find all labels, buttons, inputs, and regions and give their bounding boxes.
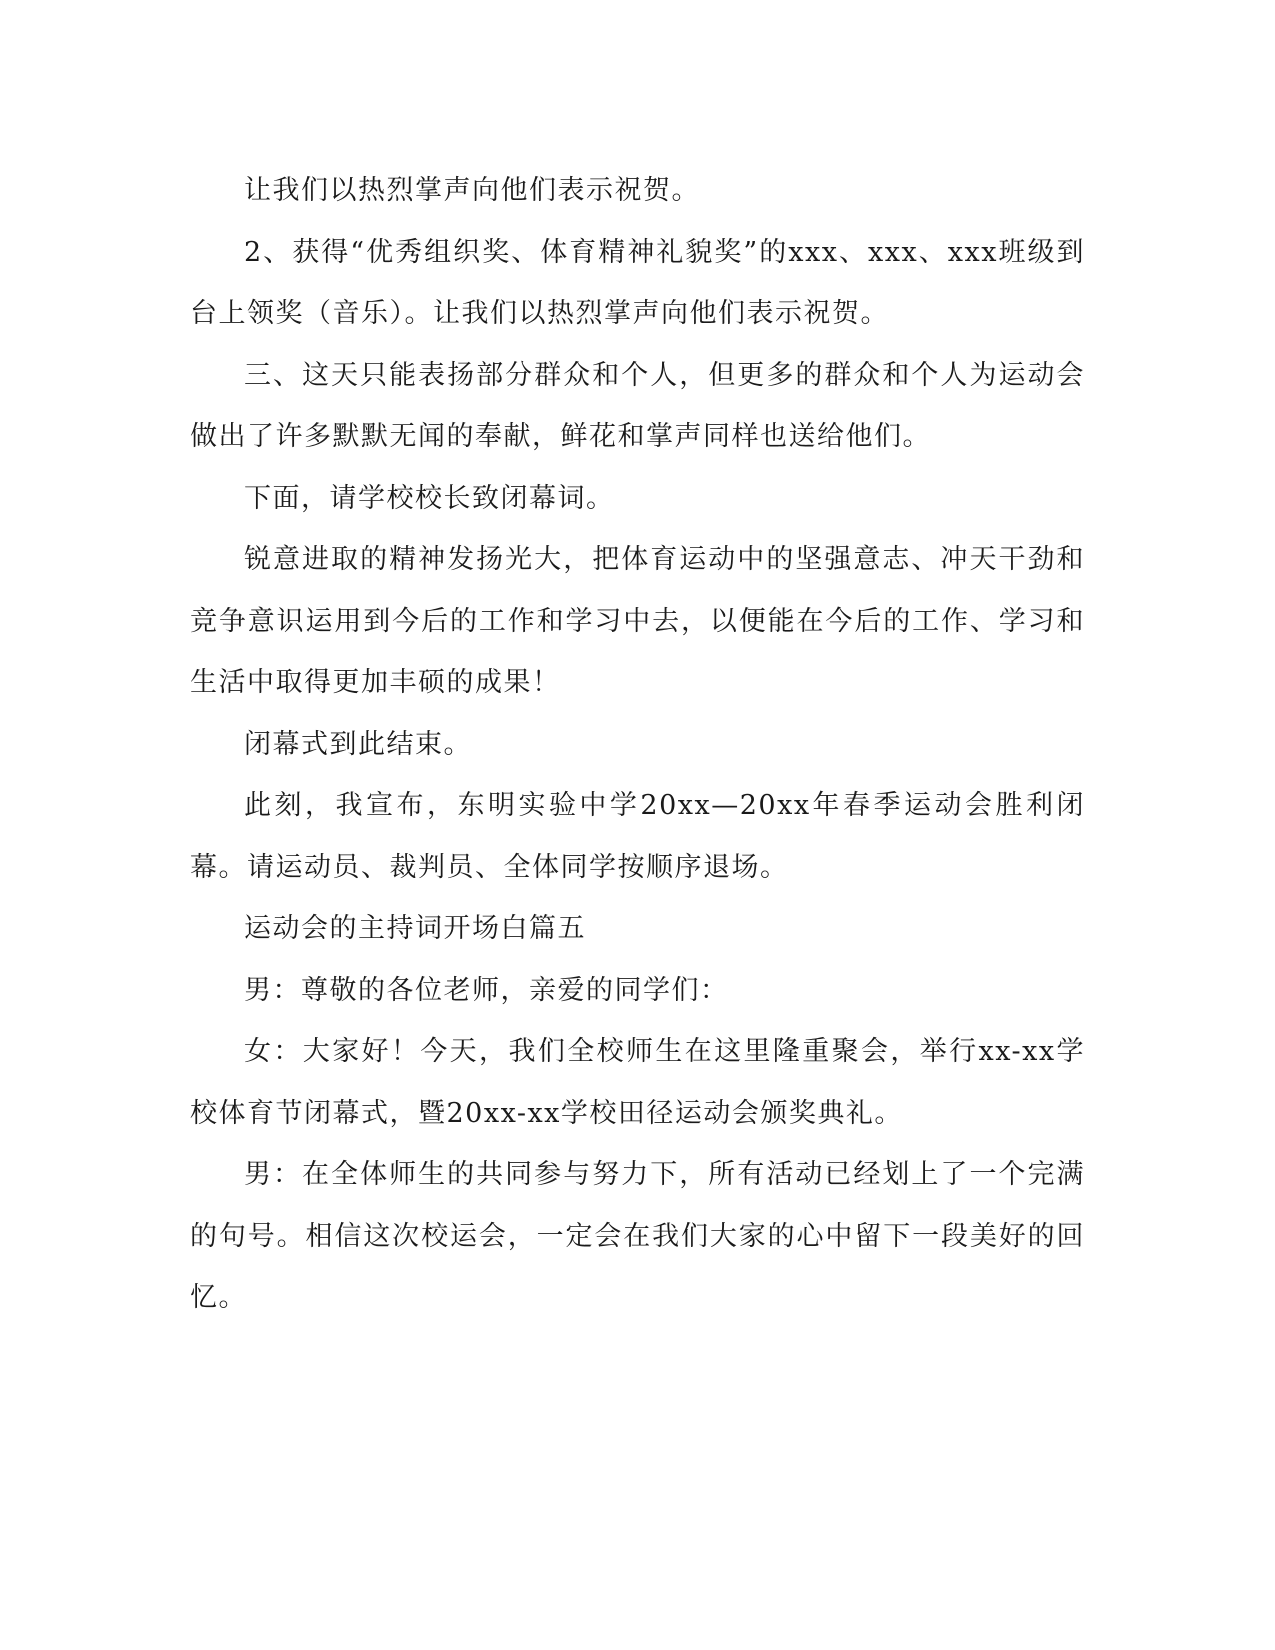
paragraph-praise-groups: 三、这天只能表扬部分群众和个人，但更多的群众和个人为运动会做出了许多默默无闻的奉献，鲜花和掌声同样也送给他们。 bbox=[190, 359, 1085, 452]
paragraph-male-closing: 男：在全体师生的共同参与努力下，所有活动已经划上了一个完满的句号。相信这次校运会，一定会在我们大家的心中留下一段美好的回忆。 bbox=[190, 1159, 1085, 1313]
paragraph-award-organization: 2、获得“优秀组织奖、体育精神礼貌奖”的xxx、xxx、xxx班级到台上领奖（音乐）。让我们以热烈掌声向他们表示祝贺。 bbox=[190, 236, 1085, 329]
paragraph-male-greeting: 男：尊敬的各位老师，亲爱的同学们： bbox=[244, 974, 729, 1006]
paragraph-ceremony-end: 闭幕式到此结束。 bbox=[244, 728, 472, 760]
document-body bbox=[190, 160, 1085, 1329]
paragraph-female-greeting: 女：大家好！今天，我们全校师生在这里隆重聚会，举行xx-xx学校体育节闭幕式，暨20xx-xx学校田径运动会颁奖典礼。 bbox=[190, 1036, 1085, 1129]
paragraph-principal-speech: 下面，请学校校长致闭幕词。 bbox=[244, 482, 615, 514]
paragraph-announce-closing: 此刻，我宣布，东明实验中学20xx—20xx年春季运动会胜利闭幕。请运动员、裁判员、全体同学按顺序退场。 bbox=[190, 790, 1085, 883]
section-heading: 运动会的主持词开场白篇五 bbox=[244, 913, 586, 944]
paragraph-spirit: 锐意进取的精神发扬光大，把体育运动中的坚强意志、冲天干劲和竞争意识运用到今后的工作和学习中去，以便能在今后的工作、学习和生活中取得更加丰硕的成果！ bbox=[190, 544, 1085, 698]
paragraph-congratulate: 让我们以热烈掌声向他们表示祝贺。 bbox=[244, 175, 700, 206]
